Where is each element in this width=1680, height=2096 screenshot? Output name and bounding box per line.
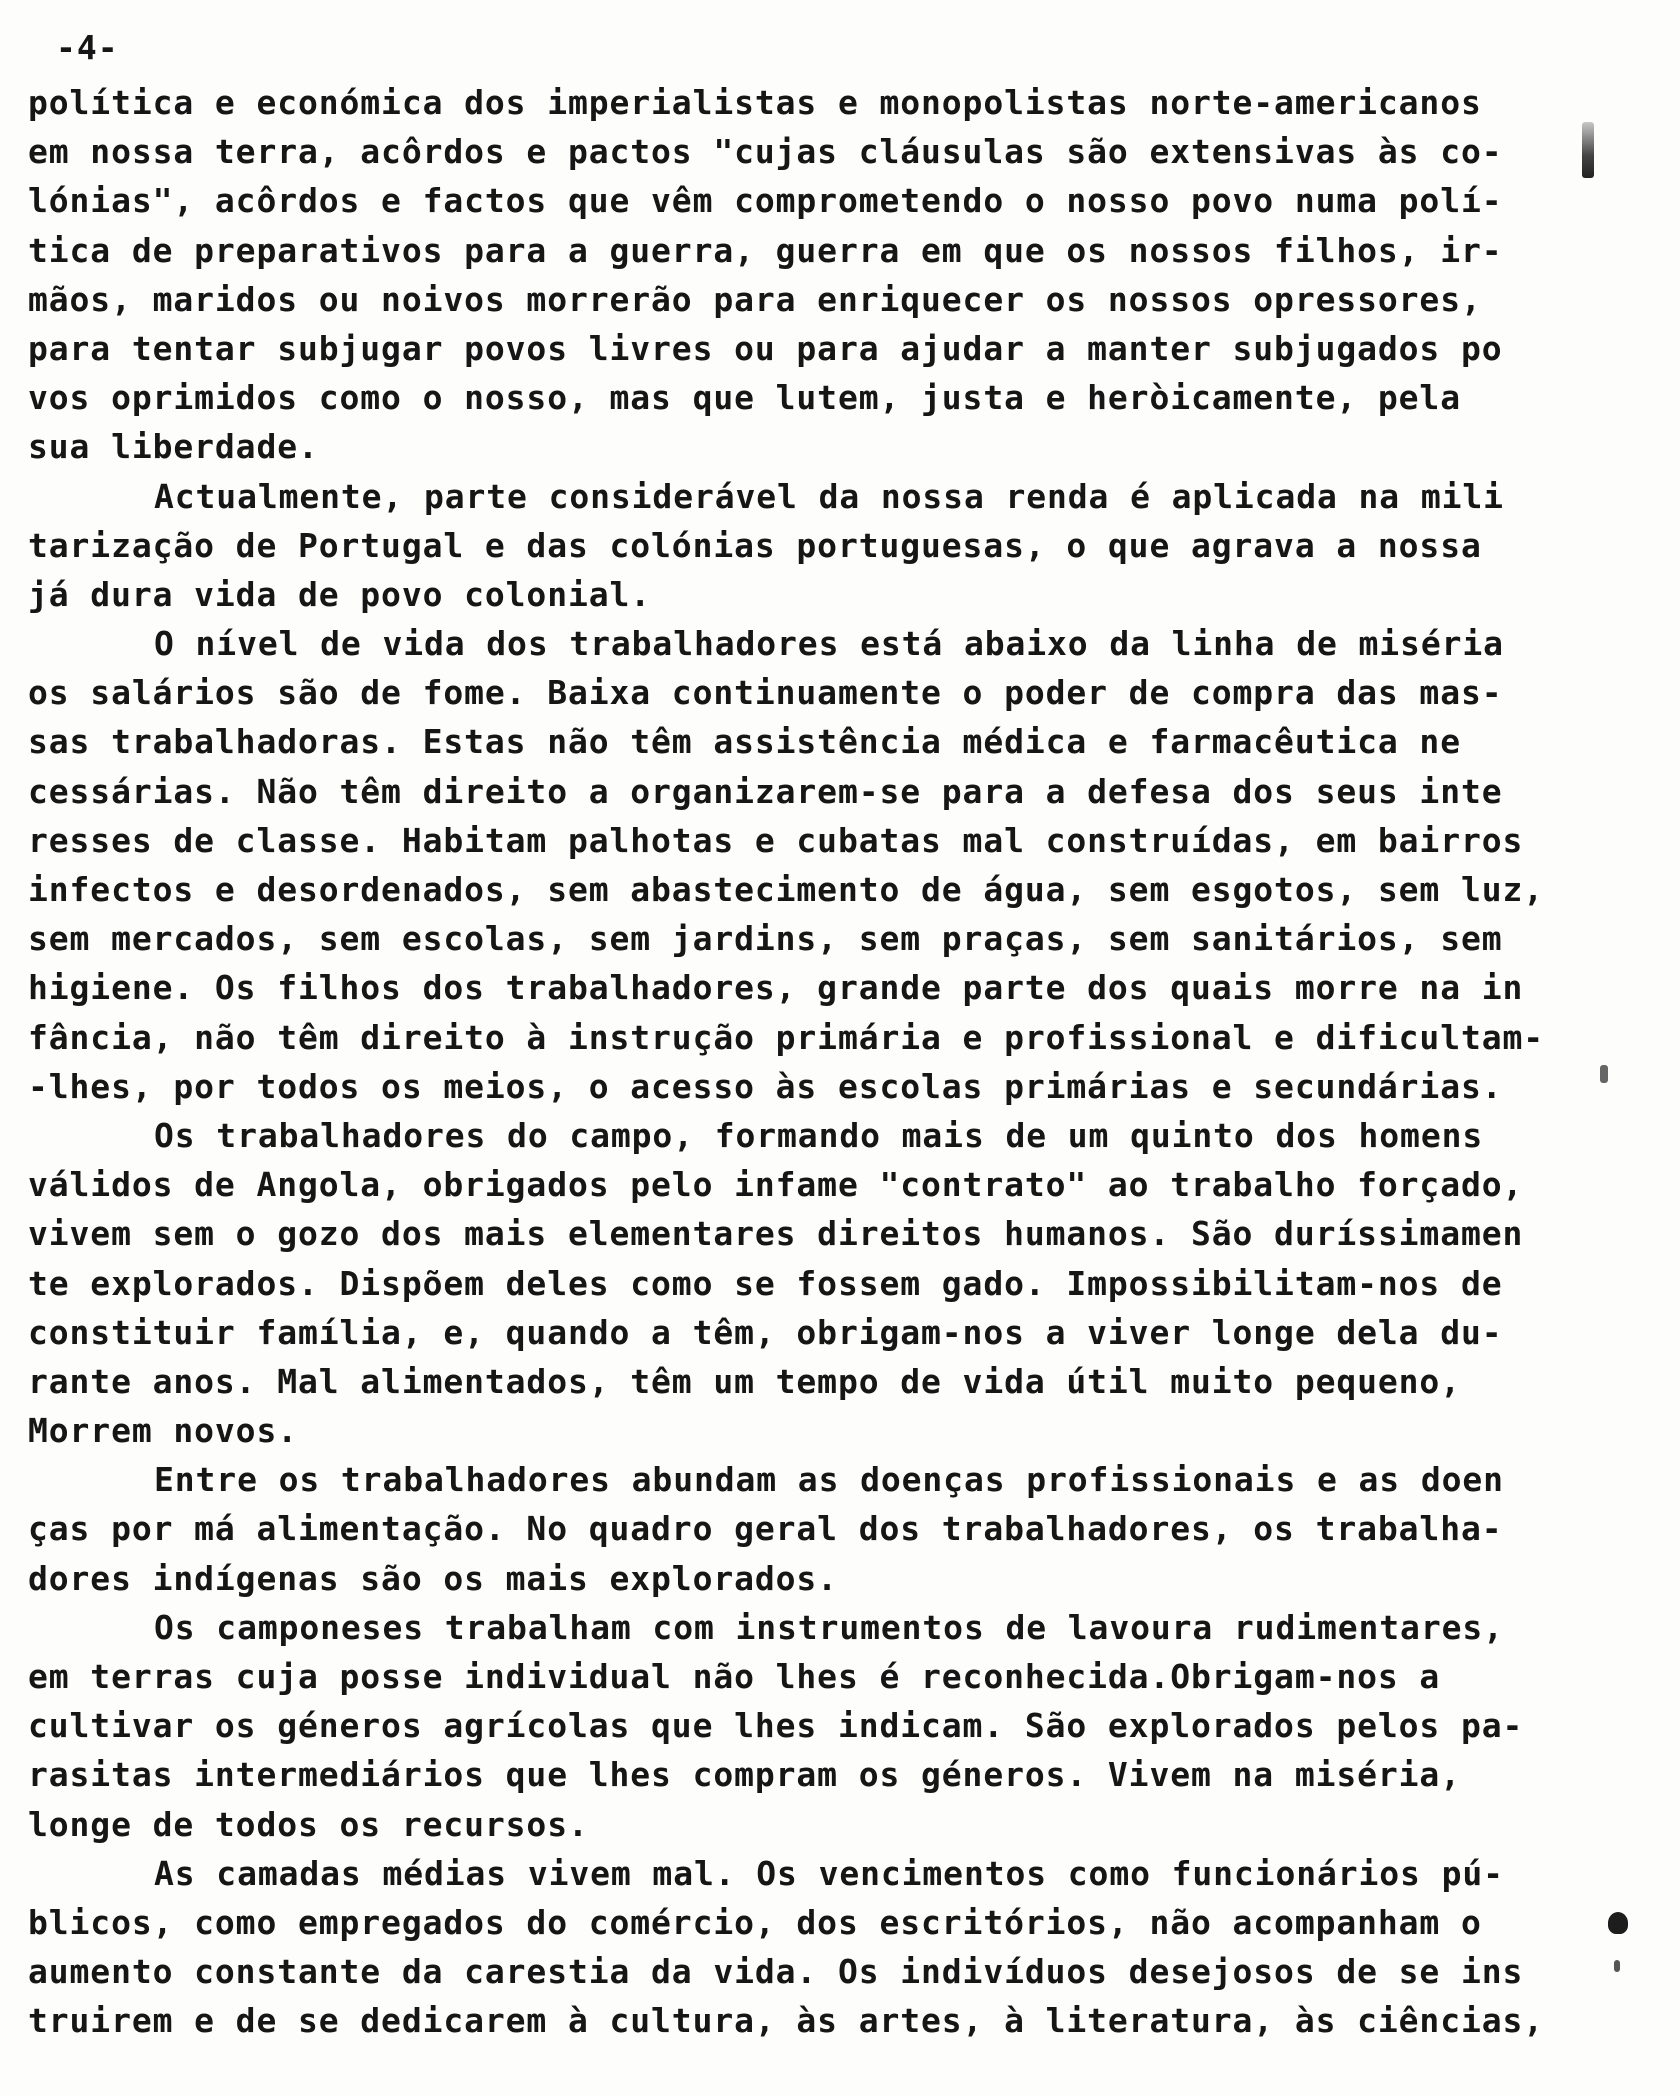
page-number: -4- (56, 28, 119, 67)
paragraph-first-line: O nível de vida dos trabalhadores está abaixo da linha de miséria (154, 624, 1504, 664)
paragraph-first-line: Os camponeses trabalham com instrumentos de lavoura rudimentares, (154, 1607, 1504, 1647)
text-line: cultivar os géneros agrícolas que lhes indicam. São explorados pelos pa- (28, 1706, 1524, 1746)
text-line: cessárias. Não têm direito a organizarem-se para a defesa dos seus inte (28, 771, 1503, 811)
text-line: dores indígenas são os mais explorados. (28, 1558, 838, 1598)
text-line: sas trabalhadoras. Estas não têm assistência médica e farmacêutica ne (28, 722, 1461, 762)
text-line: para tentar subjugar povos livres ou para ajudar a manter subjugados po (28, 328, 1503, 368)
margin-ink-mark (1614, 1960, 1620, 1972)
text-line: sua liberdade. (28, 427, 319, 467)
text-line: os salários são de fome. Baixa continuamente o poder de compra das mas- (28, 673, 1503, 713)
text-line: aumento constante da carestia da vida. Os indivíduos desejosos de se ins (28, 1952, 1524, 1992)
paragraph-first-line: As camadas médias vivem mal. Os vencimentos como funcionários pú- (154, 1853, 1504, 1893)
text-line: rante anos. Mal alimentados, têm um tempo de vida útil muito pequeno, (28, 1361, 1461, 1401)
text-line: blicos, como empregados do comércio, dos escritórios, não acompanham o (28, 1902, 1482, 1942)
text-line: em terras cuja posse individual não lhes é reconhecida.Obrigam-nos a (28, 1657, 1441, 1696)
text-line: ças por má alimentação. No quadro geral dos trabalhadores, os trabalha- (28, 1509, 1503, 1549)
text-line: sem mercados, sem escolas, sem jardins, sem praças, sem sanitários, sem (28, 919, 1503, 959)
text-line: longe de todos os recursos. (28, 1804, 589, 1844)
text-line: resses de classe. Habitam palhotas e cubatas mal construídas, em bairros (28, 820, 1524, 860)
paragraph-first-line: Os trabalhadores do campo, formando mais de um quinto dos homens (154, 1115, 1484, 1155)
margin-ink-mark (1608, 1912, 1628, 1934)
paragraph-first-line: Actualmente, parte considerável da nossa renda é aplicada na mili (154, 476, 1504, 516)
text-line: fância, não têm direito à instrução primária e profissional e dificultam- (28, 1017, 1545, 1057)
text-line: rasitas intermediários que lhes compram os géneros. Vivem na miséria, (28, 1755, 1461, 1795)
text-line: mãos, maridos ou noivos morrerão para enriquecer os nossos opressores, (28, 279, 1482, 319)
text-line: lónias", acôrdos e factos que vêm comprometendo o nosso povo numa polí- (28, 181, 1503, 221)
text-line: válidos de Angola, obrigados pelo infame "contrato" ao trabalho forçado, (28, 1165, 1524, 1205)
paragraph-first-line: Entre os trabalhadores abundam as doenças profissionais e as doen (154, 1460, 1504, 1500)
text-line: higiene. Os filhos dos trabalhadores, grande parte dos quais morre na in (28, 968, 1524, 1008)
text-line: constituir família, e, quando a têm, obrigam-nos a viver longe dela du- (28, 1312, 1503, 1352)
text-line: em nossa terra, acôrdos e pactos "cujas cláusulas são extensivas às co- (28, 132, 1503, 172)
text-line: vos oprimidos como o nosso, mas que lutem, justa e heròicamente, pela (28, 378, 1461, 418)
text-line: vivem sem o gozo dos mais elementares direitos humanos. São duríssimamen (28, 1214, 1524, 1254)
margin-ink-mark (1600, 1065, 1608, 1083)
margin-ink-mark (1582, 122, 1594, 178)
text-line: Morrem novos. (28, 1411, 298, 1451)
body-text (28, 78, 1545, 2046)
text-line: te explorados. Dispõem deles como se fossem gado. Impossibilitam-nos de (28, 1263, 1503, 1303)
text-line: tica de preparativos para a guerra, guerra em que os nossos filhos, ir- (28, 230, 1503, 270)
text-line: infectos e desordenados, sem abastecimento de água, sem esgotos, sem luz, (28, 870, 1545, 909)
text-line: já dura vida de povo colonial. (28, 574, 652, 614)
text-line: -lhes, por todos os meios, o acesso às escolas primárias e secundárias. (28, 1066, 1503, 1106)
text-line: política e económica dos imperialistas e monopolistas norte-americanos (28, 83, 1482, 122)
text-line: tarização de Portugal e das colónias portuguesas, o que agrava a nossa (28, 525, 1482, 565)
text-line: truirem e de se dedicarem à cultura, às artes, à literatura, às ciências, (28, 2001, 1545, 2041)
